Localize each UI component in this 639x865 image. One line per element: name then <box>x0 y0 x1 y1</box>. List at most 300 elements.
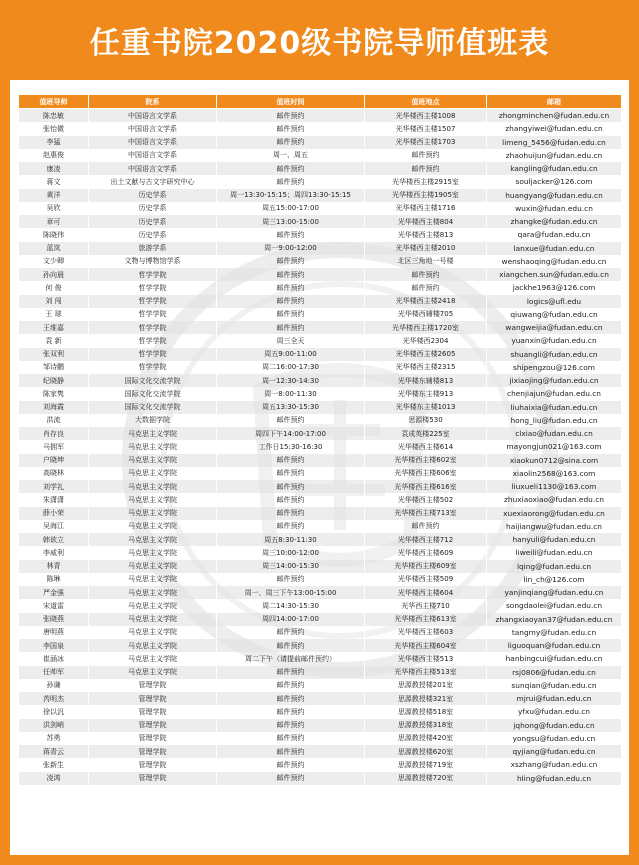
cell-duty-location: 光华楼西主楼613室 <box>365 613 487 626</box>
cell-duty-time: 周五15:00-17:00 <box>217 202 365 215</box>
cell-duty-location: 光华楼东主楼913 <box>365 387 487 400</box>
cell-duty-location: 思源教授楼318室 <box>365 719 487 732</box>
table-row <box>19 281 622 294</box>
cell-mentor: 洪剑峭 <box>19 719 89 732</box>
page-title: 任重书院2020级书院导师值班表 <box>89 26 550 61</box>
table-row <box>19 599 622 612</box>
cell-duty-location: 光华楼西主楼1716 <box>365 202 487 215</box>
cell-mentor: 韩欲立 <box>19 533 89 546</box>
cell-mentor: 蓝岚 <box>19 242 89 255</box>
cell-department: 哲学学院 <box>89 334 217 347</box>
cell-department: 马克思主义学院 <box>89 533 217 546</box>
table-row <box>19 520 622 533</box>
cell-mentor: 陈晓伟 <box>19 228 89 241</box>
cell-duty-location: 思源教授楼518室 <box>365 705 487 718</box>
cell-mentor: 蒋青云 <box>19 745 89 758</box>
cell-department: 马克思主义学院 <box>89 427 217 440</box>
cell-duty-time: 周一9:00-12:00 <box>217 242 365 255</box>
cell-duty-location: 思源教授楼420室 <box>365 732 487 745</box>
cell-duty-time: 邮件预约 <box>217 228 365 241</box>
table-row <box>19 560 622 573</box>
cell-email[interactable]: zhaohuijun@fudan.edu.cn <box>487 149 622 162</box>
cell-duty-time: 邮件预约 <box>217 679 365 692</box>
cell-email[interactable]: liuhaixia@fudan.edu.cn <box>487 401 622 414</box>
cell-department: 国际文化交流学院 <box>89 387 217 400</box>
cell-email[interactable]: lqing@fudan.edu.cn <box>487 560 622 573</box>
cell-email[interactable]: tangmy@fudan.edu.cn <box>487 626 622 639</box>
cell-duty-location: 光华楼西主楼2315 <box>365 361 487 374</box>
cell-department: 中国语言文学系 <box>89 162 217 175</box>
cell-duty-location: 袁成英楼225室 <box>365 427 487 440</box>
cell-department: 马克思主义学院 <box>89 440 217 453</box>
cell-duty-location: 光华楼西主楼1703 <box>365 136 487 149</box>
cell-duty-location: 光华楼西主楼602室 <box>365 454 487 467</box>
cell-email[interactable]: lin_ch@126.com <box>487 573 622 586</box>
cell-duty-location: 邮件预约 <box>365 149 487 162</box>
cell-mentor: 文少卿 <box>19 255 89 268</box>
cell-duty-time: 周五9:00-11:00 <box>217 348 365 361</box>
cell-email[interactable]: souljacker@126.com <box>487 175 622 188</box>
cell-duty-time: 邮件预约 <box>217 281 365 294</box>
cell-duty-location: 邮件预约 <box>365 520 487 533</box>
cell-email[interactable]: rsj0806@fudan.edu.cn <box>487 666 622 679</box>
header-duty-location: 值班地点 <box>365 95 487 109</box>
cell-department: 管理学院 <box>89 719 217 732</box>
cell-mentor: 陈琳 <box>19 573 89 586</box>
cell-duty-location: 光华楼西主楼804 <box>365 215 487 228</box>
cell-email[interactable]: xiaokun0712@sina.com <box>487 454 622 467</box>
cell-email[interactable]: songdaolei@fudan.edu.cn <box>487 599 622 612</box>
header-department: 院系 <box>89 95 217 109</box>
table-row <box>19 162 622 175</box>
table-row <box>19 493 622 506</box>
table-row <box>19 175 622 188</box>
table-row <box>19 467 622 480</box>
cell-mentor: 邹诗鹏 <box>19 361 89 374</box>
cell-department: 马克思主义学院 <box>89 546 217 559</box>
cell-mentor: 严金强 <box>19 586 89 599</box>
cell-mentor: 康凌 <box>19 162 89 175</box>
cell-department: 管理学院 <box>89 772 217 785</box>
cell-mentor: 陈家隽 <box>19 387 89 400</box>
cell-duty-location: 思源教授楼620室 <box>365 745 487 758</box>
cell-mentor: 刘学礼 <box>19 480 89 493</box>
cell-email[interactable]: logics@ufl.edu <box>487 295 622 308</box>
cell-department: 哲学学院 <box>89 348 217 361</box>
cell-mentor: 袁 新 <box>19 334 89 347</box>
cell-department: 文物与博物馆学系 <box>89 255 217 268</box>
cell-duty-time: 邮件预约 <box>217 573 365 586</box>
cell-duty-location: 光华楼西主楼813 <box>365 228 487 241</box>
cell-duty-location: 光华楼东辅楼813 <box>365 374 487 387</box>
table-row <box>19 507 622 520</box>
cell-mentor: 张新生 <box>19 758 89 771</box>
cell-duty-time: 邮件预约 <box>217 719 365 732</box>
cell-mentor: 赵惠俊 <box>19 149 89 162</box>
cell-mentor: 何 俊 <box>19 281 89 294</box>
cell-email[interactable]: jackhe1963@126.com <box>487 281 622 294</box>
table-row <box>19 361 622 374</box>
table-row <box>19 268 622 281</box>
table-row <box>19 414 622 427</box>
cell-email[interactable]: sunqian@fudan.edu.cn <box>487 679 622 692</box>
cell-email[interactable]: xiangchen.sun@fudan.edu.cn <box>487 268 622 281</box>
cell-department: 历史学系 <box>89 202 217 215</box>
table-row <box>19 692 622 705</box>
cell-email[interactable]: zhuxiaoxiao@fudan.edu.cn <box>487 493 622 506</box>
header-duty-time: 值班时间 <box>217 95 365 109</box>
cell-department: 马克思主义学院 <box>89 560 217 573</box>
cell-department: 马克思主义学院 <box>89 652 217 665</box>
cell-email[interactable]: yongsu@fudan.edu.cn <box>487 732 622 745</box>
cell-department: 中国语言文学系 <box>89 109 217 123</box>
cell-department: 马克思主义学院 <box>89 586 217 599</box>
cell-duty-time: 邮件预约 <box>217 122 365 135</box>
cell-email[interactable]: kangling@fudan.edu.cn <box>487 162 622 175</box>
cell-duty-location: 光华楼西主楼513 <box>365 652 487 665</box>
cell-mentor: 孙向晨 <box>19 268 89 281</box>
cell-mentor: 林青 <box>19 560 89 573</box>
cell-email[interactable]: xuexiaorong@fudan.edu.cn <box>487 507 622 520</box>
table-body <box>19 109 622 785</box>
cell-duty-time: 周三10:00-12:00 <box>217 546 365 559</box>
cell-duty-location: 思源楼530 <box>365 414 487 427</box>
cell-duty-time: 邮件预约 <box>217 321 365 334</box>
cell-duty-time: 邮件预约 <box>217 175 365 188</box>
cell-duty-location: 光华楼西主楼513室 <box>365 666 487 679</box>
cell-duty-location: 思源教授楼201室 <box>365 679 487 692</box>
table-row <box>19 215 622 228</box>
cell-duty-time: 周二14:30-15:30 <box>217 599 365 612</box>
table-row <box>19 348 622 361</box>
cell-email[interactable]: chenjiajun@fudan.edu.cn <box>487 387 622 400</box>
cell-duty-time: 周二下午（请提前邮件预约） <box>217 652 365 665</box>
cell-email[interactable]: mayongjun021@163.com <box>487 440 622 453</box>
cell-duty-time: 周三全天 <box>217 334 365 347</box>
cell-department: 中国语言文学系 <box>89 149 217 162</box>
cell-duty-time: 邮件预约 <box>217 732 365 745</box>
cell-email[interactable]: xiaolin2568@163.com <box>487 467 622 480</box>
cell-mentor: 黄洋 <box>19 189 89 202</box>
cell-mentor: 唐明燕 <box>19 626 89 639</box>
cell-department: 历史学系 <box>89 228 217 241</box>
cell-duty-time: 周五8:30-11:30 <box>217 533 365 546</box>
cell-duty-location: 邮件预约 <box>365 268 487 281</box>
cell-department: 哲学学院 <box>89 308 217 321</box>
cell-duty-location: 光华楼西主楼1905室 <box>365 189 487 202</box>
cell-duty-location: 光华楼西主楼603 <box>365 626 487 639</box>
cell-department: 旅游学系 <box>89 242 217 255</box>
cell-duty-time: 周四下午14:00-17:00 <box>217 427 365 440</box>
cell-department: 哲学学院 <box>89 321 217 334</box>
cell-department: 哲学学院 <box>89 268 217 281</box>
table-row <box>19 454 622 467</box>
cell-email[interactable]: lanxue@fudan.edu.cn <box>487 242 622 255</box>
table-row <box>19 652 622 665</box>
cell-duty-time: 邮件预约 <box>217 520 365 533</box>
cell-department: 中国语言文学系 <box>89 122 217 135</box>
cell-department: 出土文献与古文字研究中心 <box>89 175 217 188</box>
table-row <box>19 772 622 785</box>
cell-email[interactable]: hanbingcui@fudan.edu.cn <box>487 652 622 665</box>
cell-department: 历史学系 <box>89 189 217 202</box>
cell-duty-time: 周三14:00-15:30 <box>217 560 365 573</box>
cell-duty-location: 光华楼西辅楼705 <box>365 308 487 321</box>
cell-duty-time: 邮件预约 <box>217 454 365 467</box>
cell-department: 哲学学院 <box>89 281 217 294</box>
cell-duty-time: 邮件预约 <box>217 162 365 175</box>
cell-email[interactable]: liguoquan@fudan.edu.cn <box>487 639 622 652</box>
cell-mentor: 洪流 <box>19 414 89 427</box>
cell-duty-location: 光华楼西主楼1507 <box>365 122 487 135</box>
cell-duty-time: 周一12:30-14:30 <box>217 374 365 387</box>
cell-email[interactable]: jixiaojing@fudan.edu.cn <box>487 374 622 387</box>
duty-table <box>18 94 622 785</box>
cell-email[interactable]: hong_liu@fudan.edu.cn <box>487 414 622 427</box>
cell-email[interactable]: mjrui@fudan.edu.cn <box>487 692 622 705</box>
cell-duty-location: 光华楼西主楼2915室 <box>365 175 487 188</box>
table-row <box>19 546 622 559</box>
table-row <box>19 242 622 255</box>
cell-duty-location: 光华楼西主楼712 <box>365 533 487 546</box>
cell-duty-time: 邮件预约 <box>217 705 365 718</box>
cell-duty-location: 光华西主楼710 <box>365 599 487 612</box>
table-row <box>19 705 622 718</box>
cell-mentor: 薛小荣 <box>19 507 89 520</box>
table-row <box>19 626 622 639</box>
cell-duty-time: 工作日15:30-16:30 <box>217 440 365 453</box>
table-row <box>19 745 622 758</box>
cell-duty-location: 光华楼西主楼609室 <box>365 560 487 573</box>
cell-department: 管理学院 <box>89 732 217 745</box>
cell-email[interactable]: shuangli@fudan.edu.cn <box>487 348 622 361</box>
cell-duty-time: 邮件预约 <box>217 136 365 149</box>
table-row <box>19 639 622 652</box>
cell-department: 马克思主义学院 <box>89 493 217 506</box>
cell-duty-location: 思源教授楼720室 <box>365 772 487 785</box>
cell-mentor: 章可 <box>19 215 89 228</box>
cell-email[interactable]: zhongminchen@fudan.edu.cn <box>487 109 622 123</box>
cell-duty-time: 周二16:00-17:30 <box>217 361 365 374</box>
cell-department: 马克思主义学院 <box>89 573 217 586</box>
cell-department: 马克思主义学院 <box>89 613 217 626</box>
table-row <box>19 295 622 308</box>
cell-duty-time: 邮件预约 <box>217 639 365 652</box>
cell-department: 马克思主义学院 <box>89 480 217 493</box>
cell-email[interactable]: limeng_5456@fudan.edu.cn <box>487 136 622 149</box>
cell-email[interactable]: zhangke@fudan.edu.cn <box>487 215 622 228</box>
cell-duty-location: 光华楼西主楼604 <box>365 586 487 599</box>
cell-email[interactable]: liuxueli1130@163.com <box>487 480 622 493</box>
table-row <box>19 533 622 546</box>
table-row <box>19 666 622 679</box>
cell-email[interactable]: haijiangwu@fudan.edu.cn <box>487 520 622 533</box>
table-row <box>19 255 622 268</box>
cell-duty-location: 光华楼东主楼1013 <box>365 401 487 414</box>
cell-mentor: 芮明杰 <box>19 692 89 705</box>
cell-duty-location: 光华楼西主楼606室 <box>365 467 487 480</box>
cell-duty-time: 邮件预约 <box>217 626 365 639</box>
cell-duty-time: 邮件预约 <box>217 255 365 268</box>
cell-duty-location: 光华楼西主楼614 <box>365 440 487 453</box>
table-row <box>19 679 622 692</box>
cell-duty-location: 光华楼西主楼502 <box>365 493 487 506</box>
table-row <box>19 758 622 771</box>
cell-duty-time: 周五13:30-15:30 <box>217 401 365 414</box>
content-panel <box>10 80 629 855</box>
cell-email[interactable]: wenshaoqing@fudan.edu.cn <box>487 255 622 268</box>
cell-duty-location: 光华楼西主楼616室 <box>365 480 487 493</box>
cell-mentor: 孙谦 <box>19 679 89 692</box>
cell-department: 管理学院 <box>89 758 217 771</box>
cell-email[interactable]: liweili@fudan.edu.cn <box>487 546 622 559</box>
cell-mentor: 苏勇 <box>19 732 89 745</box>
cell-duty-location: 光华楼西主楼2010 <box>365 242 487 255</box>
cell-department: 马克思主义学院 <box>89 599 217 612</box>
table-row <box>19 308 622 321</box>
cell-department: 马克思主义学院 <box>89 507 217 520</box>
cell-mentor: 张怡微 <box>19 122 89 135</box>
table-row <box>19 149 622 162</box>
table-row <box>19 586 622 599</box>
cell-mentor: 高晓林 <box>19 467 89 480</box>
cell-email[interactable]: wangweijia@fudan.edu.cn <box>487 321 622 334</box>
cell-duty-location: 思源教授楼321室 <box>365 692 487 705</box>
cell-duty-time: 邮件预约 <box>217 772 365 785</box>
cell-mentor: 户晓坤 <box>19 454 89 467</box>
cell-duty-time: 周一、周五 <box>217 149 365 162</box>
cell-department: 大数据学院 <box>89 414 217 427</box>
cell-department: 管理学院 <box>89 705 217 718</box>
cell-mentor: 王 球 <box>19 308 89 321</box>
cell-duty-time: 邮件预约 <box>217 308 365 321</box>
cell-email[interactable]: yanjinqiang@fudan.edu.cn <box>487 586 622 599</box>
cell-mentor: 吴欣 <box>19 202 89 215</box>
cell-email[interactable]: wuxin@fudan.edu.cn <box>487 202 622 215</box>
cell-duty-time: 周一8:00-11:30 <box>217 387 365 400</box>
table-row <box>19 719 622 732</box>
cell-department: 哲学学院 <box>89 361 217 374</box>
cell-email[interactable]: yfxu@fudan.edu.cn <box>487 705 622 718</box>
cell-mentor: 王维嘉 <box>19 321 89 334</box>
cell-email[interactable]: clxiao@fudan.edu.cn <box>487 427 622 440</box>
cell-mentor: 李威利 <box>19 546 89 559</box>
cell-duty-time: 邮件预约 <box>217 109 365 123</box>
cell-duty-location: 光华楼西主楼609 <box>365 546 487 559</box>
table-row <box>19 613 622 626</box>
cell-duty-time: 邮件预约 <box>217 745 365 758</box>
table-row <box>19 573 622 586</box>
cell-mentor: 任帅军 <box>19 666 89 679</box>
cell-duty-time: 邮件预约 <box>217 268 365 281</box>
table-row <box>19 334 622 347</box>
cell-mentor: 刘 闯 <box>19 295 89 308</box>
cell-duty-location: 光华楼西主楼2605 <box>365 348 487 361</box>
table-header <box>19 95 622 109</box>
cell-mentor: 徐以汎 <box>19 705 89 718</box>
cell-email[interactable]: shipengzou@126.com <box>487 361 622 374</box>
cell-duty-location: 邮件预约 <box>365 162 487 175</box>
table-row <box>19 480 622 493</box>
cell-department: 马克思主义学院 <box>89 626 217 639</box>
cell-email[interactable]: qiuwang@fudan.edu.cn <box>487 308 622 321</box>
cell-email[interactable]: yuanxin@fudan.edu.cn <box>487 334 622 347</box>
cell-mentor: 马拥军 <box>19 440 89 453</box>
cell-department: 马克思主义学院 <box>89 467 217 480</box>
header-row <box>19 95 622 109</box>
header-mentor: 值班导师 <box>19 95 89 109</box>
cell-department: 马克思主义学院 <box>89 520 217 533</box>
cell-mentor: 刘海霞 <box>19 401 89 414</box>
cell-email[interactable]: jqhong@fudan.edu.cn <box>487 719 622 732</box>
cell-duty-location: 光华楼西主楼1008 <box>365 109 487 123</box>
cell-duty-location: 思源教授楼719室 <box>365 758 487 771</box>
table-row <box>19 387 622 400</box>
cell-duty-time: 周三13:00-15:00 <box>217 215 365 228</box>
cell-email[interactable]: huangyang@fudan.edu.cn <box>487 189 622 202</box>
table-row <box>19 427 622 440</box>
cell-duty-time: 邮件预约 <box>217 493 365 506</box>
cell-department: 马克思主义学院 <box>89 454 217 467</box>
cell-email[interactable]: xszhang@fudan.edu.cn <box>487 758 622 771</box>
cell-department: 国际文化交流学院 <box>89 374 217 387</box>
cell-duty-time: 邮件预约 <box>217 758 365 771</box>
table-row <box>19 189 622 202</box>
table-row <box>19 122 622 135</box>
table-row <box>19 228 622 241</box>
cell-duty-time: 邮件预约 <box>217 507 365 520</box>
table-row <box>19 109 622 123</box>
cell-duty-time: 周一13:30-15:15；周四13:30-15:15 <box>217 189 365 202</box>
cell-duty-time: 邮件预约 <box>217 692 365 705</box>
table-row <box>19 732 622 745</box>
table-row <box>19 374 622 387</box>
cell-department: 管理学院 <box>89 745 217 758</box>
cell-mentor: 宋道雷 <box>19 599 89 612</box>
cell-duty-location: 光华楼西主楼1720室 <box>365 321 487 334</box>
cell-email[interactable]: zhangyiwei@fudan.edu.cn <box>487 122 622 135</box>
cell-department: 国际文化交流学院 <box>89 401 217 414</box>
cell-duty-location: 光华楼西2304 <box>365 334 487 347</box>
cell-mentor: 张晓燕 <box>19 613 89 626</box>
cell-duty-time: 邮件预约 <box>217 666 365 679</box>
cell-mentor: 李猛 <box>19 136 89 149</box>
table-row <box>19 321 622 334</box>
cell-email[interactable]: qara@fudan.edu.cn <box>487 228 622 241</box>
cell-duty-time: 邮件预约 <box>217 480 365 493</box>
cell-department: 管理学院 <box>89 692 217 705</box>
cell-mentor: 张双利 <box>19 348 89 361</box>
cell-department: 马克思主义学院 <box>89 666 217 679</box>
cell-email[interactable]: qyjiang@fudan.edu.cn <box>487 745 622 758</box>
cell-mentor: 陈忠敏 <box>19 109 89 123</box>
cell-email[interactable]: hanyuli@fudan.edu.cn <box>487 533 622 546</box>
cell-email[interactable]: zhangxiaoyan37@fudan.edu.cn <box>487 613 622 626</box>
table-row <box>19 440 622 453</box>
cell-duty-location: 光华楼西主楼713室 <box>365 507 487 520</box>
cell-duty-location: 光华楼西主楼509 <box>365 573 487 586</box>
cell-duty-time: 邮件预约 <box>217 467 365 480</box>
table-row <box>19 401 622 414</box>
cell-duty-time: 周一、周三下午13:00-15:00 <box>217 586 365 599</box>
cell-mentor: 纪晓静 <box>19 374 89 387</box>
cell-mentor: 李国泉 <box>19 639 89 652</box>
cell-duty-time: 周四14:00-17:00 <box>217 613 365 626</box>
cell-duty-time: 邮件预约 <box>217 414 365 427</box>
cell-email[interactable]: hling@fudan.edu.cn <box>487 772 622 785</box>
cell-mentor: 肖存良 <box>19 427 89 440</box>
cell-mentor: 凌鸿 <box>19 772 89 785</box>
